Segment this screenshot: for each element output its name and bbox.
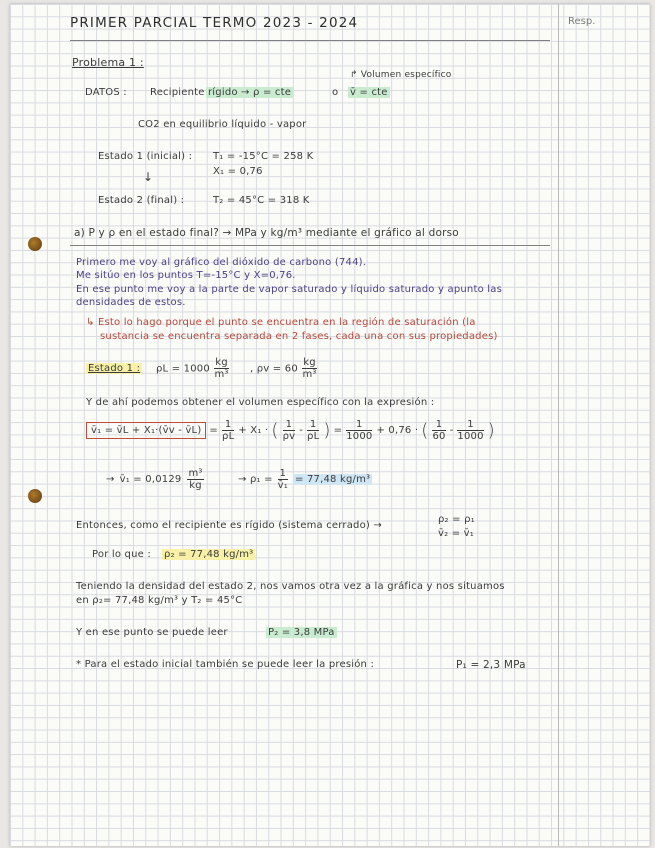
fraction-one-over-rhoL: $\frac{1}{\rho L}$ bbox=[222, 419, 235, 442]
co2-equilibrium-text: CO2 en equilibrio líquido - vapor bbox=[138, 119, 307, 130]
problem-heading: Problema 1 : bbox=[72, 56, 144, 69]
datos-label: DATOS : bbox=[85, 87, 127, 98]
question-divider bbox=[70, 245, 550, 246]
step-line-3: En ese punto me voy a la parte de vapor saturado y líquido saturado y apunto las bbox=[76, 284, 502, 295]
rigid-conclusion: Entonces, como el recipiente es rígido (sistema cerrado) → bbox=[76, 520, 382, 531]
rho2-result: ρ₂ = 77,48 kg/m³ bbox=[164, 549, 254, 560]
estado1-temperature: T₁ = -15°C = 258 K bbox=[213, 151, 314, 162]
specific-volume-result: → v̄₁ = 0,0129 $\frac{\text{m³}}{kg}$ bbox=[106, 468, 203, 491]
read-point-text: Y en ese punto se puede leer bbox=[76, 627, 228, 638]
estado1-label: Estado 1 (inicial) : bbox=[98, 151, 193, 162]
rigid-density-eq: rígido → ρ = cte bbox=[208, 87, 292, 98]
initial-pressure-note: * Para el estado inicial también se puede leer la presión : bbox=[76, 659, 375, 670]
specific-volume-formula: v̄₁ = v̄L + X₁·(v̄v - v̄L) = $\frac{1}{\rho L}$ + X₁ · ( $\frac{1}{\rho v}$ - $\frac{1}{\rho L}$ ) = $\frac{1}{1000}$ + 0,76 · ( $\frac{1}{60}$ - $\frac{1}{1000}$ ) bbox=[86, 419, 495, 442]
margin-line bbox=[558, 4, 559, 846]
estado1-quality: X₁ = 0,76 bbox=[213, 166, 263, 177]
teniendo-line-2: en ρ₂= 77,48 kg/m³ y T₂ = 45°C bbox=[76, 595, 243, 606]
specific-volume-eq: v̄ = cte bbox=[350, 87, 388, 98]
resp-label: Resp. bbox=[568, 16, 596, 27]
fraction-one-over-1000: $\frac{1}{1000}$ bbox=[346, 419, 373, 442]
formula-box: v̄₁ = v̄L + X₁·(v̄v - v̄L) bbox=[86, 422, 206, 439]
specific-volume-note: ↱ Volumen específico bbox=[350, 70, 452, 80]
part-a-question: a) P y ρ en el estado final? → MPa y kg/m³ mediante el gráfico al dorso bbox=[74, 227, 459, 239]
liquid-density: ρL = 1000 $\frac{kg}{\text{m³}}$ bbox=[156, 357, 229, 380]
vapor-density: , ρv = 60 $\frac{kg}{\text{m³}}$ bbox=[250, 357, 317, 380]
down-arrow: ↓ bbox=[143, 170, 154, 184]
fraction-one-over-rhoV: $\frac{1}{\rho v}$ bbox=[282, 419, 296, 442]
estado2-temperature: T₂ = 45°C = 318 K bbox=[213, 195, 310, 206]
binder-hole-bottom bbox=[28, 489, 42, 503]
binder-hole-top bbox=[28, 237, 42, 251]
title-divider bbox=[70, 40, 550, 41]
fraction-one-over-60: $\frac{1}{60}$ bbox=[432, 419, 446, 442]
recipiente-text: Recipiente bbox=[150, 87, 205, 98]
or-text: o bbox=[332, 87, 339, 98]
step-line-1: Primero me voy al gráfico del dióxido de carbono (744). bbox=[76, 257, 367, 268]
teniendo-line-1: Teniendo la densidad del estado 2, nos vamos otra vez a la gráfica y nos situamos bbox=[76, 581, 505, 592]
reason-line-1: ↳ Esto lo hago porque el punto se encuentra en la región de saturación (la bbox=[86, 317, 476, 328]
p1-result: P₁ = 2,3 MPa bbox=[456, 659, 526, 671]
page-title: PRIMER PARCIAL TERMO 2023 - 2024 bbox=[70, 15, 359, 31]
density-equality: ρ₂ = ρ₁ bbox=[438, 514, 475, 525]
estado2-label: Estado 2 (final) : bbox=[98, 195, 185, 206]
step-line-4: densidades de estos. bbox=[76, 297, 186, 308]
volume-equality: v̄₂ = v̄₁ bbox=[438, 528, 474, 539]
reason-line-2: sustancia se encuentra separada en 2 fases, cada una con sus propiedades) bbox=[100, 331, 498, 342]
estado1-heading: Estado 1 : bbox=[88, 363, 141, 374]
notebook-page bbox=[10, 4, 650, 846]
fraction-one-over-1000-2: $\frac{1}{1000}$ bbox=[457, 419, 484, 442]
step-line-2: Me sitúo en los puntos T=-15°C y X=0,76. bbox=[76, 270, 296, 281]
fraction-one-over-rhoL-2: $\frac{1}{\rho L}$ bbox=[307, 419, 320, 442]
density-result: → ρ₁ = $\frac{1}{\text{v̄₁}}$ = 77,48 kg/m³ bbox=[238, 468, 371, 491]
therefore-label: Por lo que : bbox=[92, 549, 151, 560]
expression-intro: Y de ahí podemos obtener el volumen específico con la expresión : bbox=[86, 397, 435, 408]
p2-result: P₂ = 3,8 MPa bbox=[268, 627, 335, 638]
